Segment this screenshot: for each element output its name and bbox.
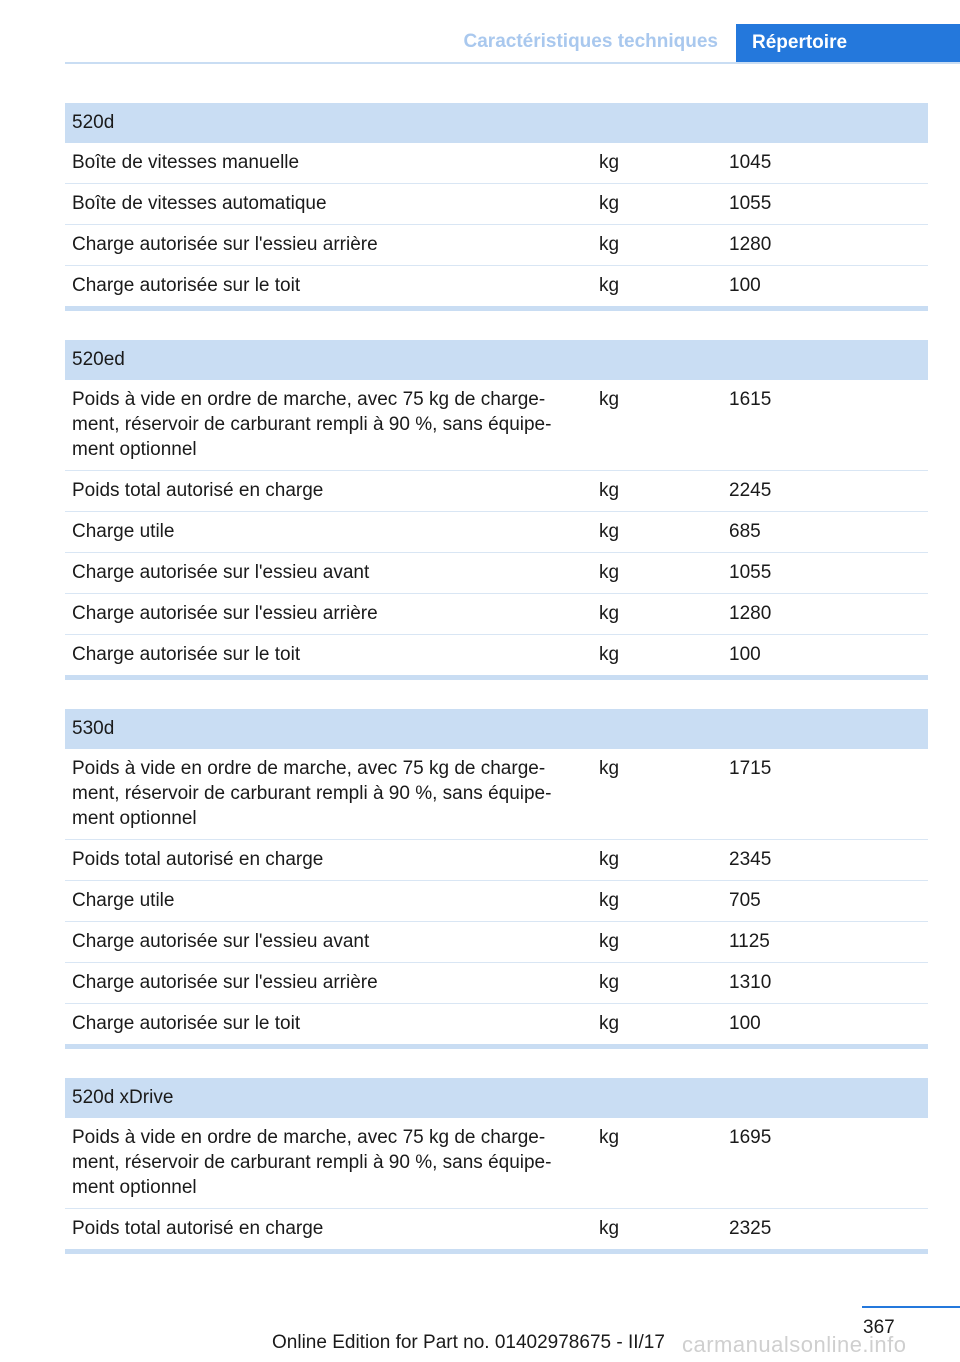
row-label: Charge autorisée sur l'essieu avant bbox=[72, 562, 370, 583]
row-unit: kg bbox=[599, 644, 620, 665]
table-row bbox=[65, 266, 928, 306]
row-label: Charge utile bbox=[72, 890, 175, 911]
table-title: 520ed bbox=[65, 340, 928, 380]
row-value: 1615 bbox=[729, 389, 772, 410]
row-value: 1045 bbox=[729, 152, 772, 173]
row-label: Boîte de vitesses automatique bbox=[72, 193, 327, 214]
row-unit: kg bbox=[599, 972, 620, 993]
spec-table bbox=[65, 709, 928, 1049]
row-value: 2325 bbox=[729, 1218, 772, 1239]
table-row bbox=[65, 922, 928, 963]
row-value: 705 bbox=[729, 890, 761, 911]
row-label: Boîte de vitesses manuelle bbox=[72, 152, 300, 173]
row-value: 2245 bbox=[729, 480, 772, 501]
row-unit: kg bbox=[599, 890, 620, 911]
row-label: Charge autorisée sur l'essieu arrière bbox=[72, 972, 378, 993]
row-value: 685 bbox=[729, 521, 761, 542]
table-row bbox=[65, 512, 928, 553]
row-unit: kg bbox=[599, 758, 620, 779]
row-label: Poids total autorisé en charge bbox=[72, 849, 324, 870]
table-row bbox=[65, 749, 928, 840]
spec-table bbox=[65, 340, 928, 680]
table-row bbox=[65, 594, 928, 635]
row-unit: kg bbox=[599, 603, 620, 624]
table-title: 520d xDrive bbox=[65, 1078, 928, 1118]
chapter-tab: Répertoire bbox=[736, 24, 960, 62]
table-row bbox=[65, 471, 928, 512]
row-label: Charge autorisée sur le toit bbox=[72, 275, 301, 296]
row-unit: kg bbox=[599, 521, 620, 542]
table-row bbox=[65, 143, 928, 184]
table-row bbox=[65, 635, 928, 675]
spec-table bbox=[65, 103, 928, 311]
table-row bbox=[65, 225, 928, 266]
row-unit: kg bbox=[599, 480, 620, 501]
table-row bbox=[65, 380, 928, 471]
row-unit: kg bbox=[599, 849, 620, 870]
row-value: 1310 bbox=[729, 972, 772, 993]
table-title: 530d bbox=[65, 709, 928, 749]
row-unit: kg bbox=[599, 1013, 620, 1034]
tables-container bbox=[65, 103, 928, 1283]
row-value: 100 bbox=[729, 644, 761, 665]
row-unit: kg bbox=[599, 389, 620, 410]
row-value: 100 bbox=[729, 275, 761, 296]
row-value: 1055 bbox=[729, 562, 772, 583]
row-label: Charge autorisée sur l'essieu avant bbox=[72, 931, 370, 952]
row-label: Poids à vide en ordre de marche, avec 75 kg de charge-ment, réservoir de carburant rempli à 90 %, sans équipe-ment optionnel bbox=[72, 758, 552, 829]
spec-table bbox=[65, 1078, 928, 1254]
row-unit: kg bbox=[599, 1127, 620, 1148]
row-label: Poids total autorisé en charge bbox=[72, 1218, 324, 1239]
table-row bbox=[65, 1209, 928, 1249]
table-row bbox=[65, 840, 928, 881]
row-value: 1280 bbox=[729, 234, 772, 255]
row-value: 1055 bbox=[729, 193, 772, 214]
row-label: Charge autorisée sur l'essieu arrière bbox=[72, 234, 378, 255]
table-row bbox=[65, 963, 928, 1004]
row-value: 2345 bbox=[729, 849, 772, 870]
row-label: Charge autorisée sur le toit bbox=[72, 644, 301, 665]
row-label: Charge autorisée sur l'essieu arrière bbox=[72, 603, 378, 624]
row-unit: kg bbox=[599, 234, 620, 255]
table-title: 520d bbox=[65, 103, 928, 143]
row-unit: kg bbox=[599, 152, 620, 173]
page-number: 367 bbox=[862, 1306, 960, 1339]
row-unit: kg bbox=[599, 1218, 620, 1239]
table-row bbox=[65, 553, 928, 594]
table-row bbox=[65, 1004, 928, 1044]
edition-note: Online Edition for Part no. 01402978675 - II/17 bbox=[272, 1332, 665, 1353]
row-value: 100 bbox=[729, 1013, 761, 1034]
section-title: Caractéristiques techniques bbox=[463, 31, 718, 52]
table-row bbox=[65, 881, 928, 922]
watermark: carmanualsonline.info bbox=[682, 1332, 907, 1357]
row-label: Poids à vide en ordre de marche, avec 75 kg de charge-ment, réservoir de carburant rempli à 90 %, sans équipe-ment optionnel bbox=[72, 389, 552, 460]
table-row bbox=[65, 184, 928, 225]
row-label: Charge utile bbox=[72, 521, 175, 542]
row-value: 1280 bbox=[729, 603, 772, 624]
row-value: 1715 bbox=[729, 758, 772, 779]
row-label: Poids total autorisé en charge bbox=[72, 480, 324, 501]
row-unit: kg bbox=[599, 562, 620, 583]
row-value: 1695 bbox=[729, 1127, 772, 1148]
row-label: Poids à vide en ordre de marche, avec 75 kg de charge-ment, réservoir de carburant rempli à 90 %, sans équipe-ment optionnel bbox=[72, 1127, 552, 1198]
row-label: Charge autorisée sur le toit bbox=[72, 1013, 301, 1034]
row-unit: kg bbox=[599, 193, 620, 214]
table-row bbox=[65, 1118, 928, 1209]
page-header bbox=[65, 24, 960, 64]
row-unit: kg bbox=[599, 275, 620, 296]
row-unit: kg bbox=[599, 931, 620, 952]
row-value: 1125 bbox=[729, 931, 770, 952]
